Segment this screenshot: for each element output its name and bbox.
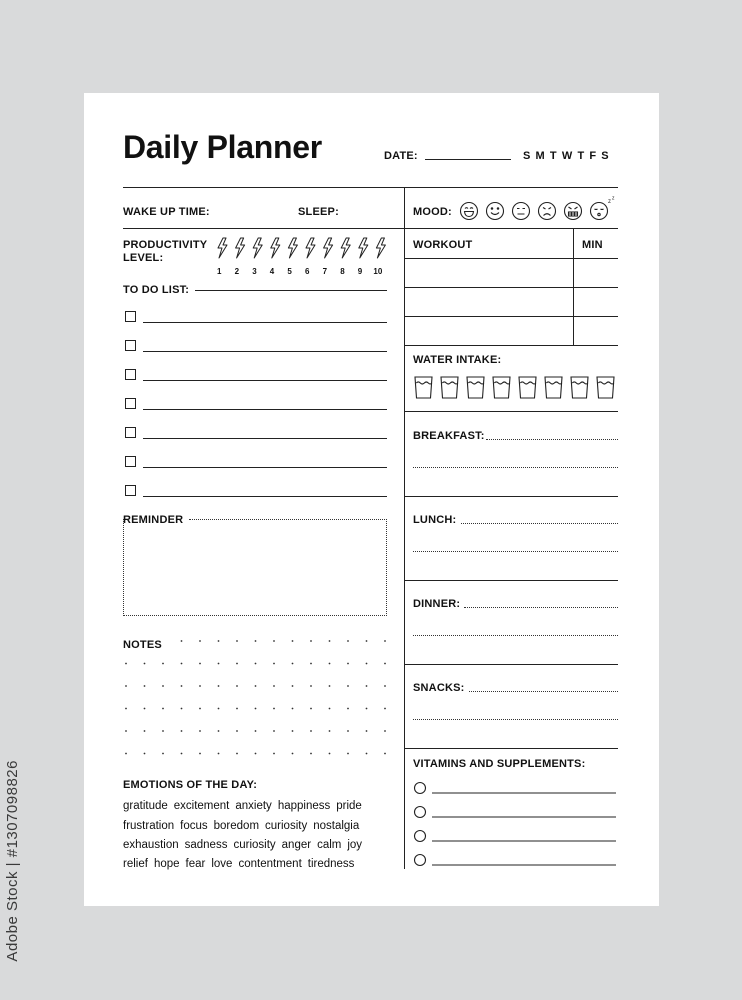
water-glass-icon[interactable] — [493, 377, 510, 398]
page-title: Daily Planner — [123, 129, 322, 165]
dinner-line[interactable] — [413, 635, 618, 636]
level-number: 8 — [340, 267, 345, 276]
meal-divider — [404, 580, 618, 581]
workout-min-label: MIN — [582, 239, 603, 251]
svg-text:z: z — [612, 196, 615, 202]
level-number: 7 — [322, 267, 328, 276]
emotion-word[interactable]: contentment — [238, 858, 302, 870]
emotion-word[interactable]: exhaustion — [123, 839, 179, 851]
day-thursday[interactable]: T — [577, 150, 585, 162]
day-wednesday[interactable]: W — [561, 150, 573, 162]
emotion-word[interactable]: relief — [123, 858, 148, 870]
emotions-row — [123, 858, 360, 870]
to-do-label-rule — [195, 290, 387, 291]
productivity-scale — [214, 267, 394, 277]
notes-label: NOTES — [123, 639, 162, 651]
dinner-label: DINNER: — [413, 598, 461, 610]
meal-divider — [404, 496, 618, 497]
vitamin-circle[interactable] — [415, 855, 426, 866]
mood-icons[interactable] — [458, 196, 618, 224]
water-glass-icon[interactable] — [415, 377, 432, 398]
sleep-label: SLEEP: — [298, 206, 339, 218]
productivity-label — [123, 239, 207, 265]
vitamin-circle[interactable] — [415, 783, 426, 794]
date-label: DATE: — [384, 150, 418, 162]
day-saturday[interactable]: S — [601, 150, 609, 162]
emotion-word[interactable]: pride — [336, 800, 362, 812]
bolt-icon-3[interactable] — [253, 238, 262, 258]
vitamin-circle[interactable] — [415, 831, 426, 842]
row-divider — [123, 228, 404, 229]
productivity-label-line1: PRODUCTIVITY — [123, 239, 208, 251]
water-glasses[interactable] — [414, 375, 624, 401]
planner-sheet — [84, 93, 659, 906]
todo-checkbox[interactable] — [125, 311, 136, 322]
stock-id-watermark: Adobe Stock | #1307098826 — [4, 760, 21, 962]
level-number: 4 — [269, 267, 275, 276]
todo-checkbox[interactable] — [125, 485, 136, 496]
emotion-word[interactable]: joy — [347, 839, 363, 851]
lunch-line[interactable] — [413, 551, 618, 552]
dinner-line[interactable] — [464, 607, 618, 608]
weekday-selector[interactable] — [523, 150, 614, 162]
wake-up-time-label: WAKE UP TIME: — [123, 206, 210, 218]
meal-divider — [404, 748, 618, 749]
day-friday[interactable]: F — [589, 150, 597, 162]
meal-divider — [404, 664, 618, 665]
emotion-word[interactable]: tiredness — [307, 858, 355, 870]
todo-checkbox[interactable] — [125, 456, 136, 467]
emotion-word[interactable]: happiness — [277, 800, 331, 812]
mood-label: MOOD: — [413, 206, 452, 218]
workout-row-line[interactable] — [404, 258, 618, 259]
frowning-face-icon[interactable] — [539, 203, 556, 220]
bolt-icon-10[interactable] — [376, 238, 385, 258]
mood-divider — [404, 228, 618, 229]
emotion-word[interactable]: curiosity — [233, 839, 276, 851]
water-divider — [404, 411, 618, 412]
bolt-icon-4[interactable] — [271, 238, 280, 258]
lunch-line[interactable] — [461, 523, 618, 524]
productivity-bolts[interactable] — [214, 237, 394, 259]
emotions-row — [123, 800, 368, 812]
water-glass-icon[interactable] — [545, 377, 562, 398]
svg-text:z: z — [608, 199, 611, 205]
reminder-label: REMINDER — [123, 514, 184, 526]
breakfast-line[interactable] — [486, 439, 618, 440]
emotion-word[interactable]: fear — [185, 858, 206, 870]
water-glass-icon[interactable] — [597, 377, 614, 398]
emotion-word[interactable]: focus — [180, 820, 208, 832]
column-divider — [404, 187, 405, 869]
emotions-row — [123, 820, 365, 832]
todo-line[interactable] — [143, 380, 387, 381]
bolt-icon-8[interactable] — [341, 238, 350, 258]
emotion-word[interactable]: anger — [281, 839, 312, 851]
level-number: 1 — [217, 267, 222, 276]
todo-line[interactable] — [143, 496, 387, 497]
workout-row-line[interactable] — [404, 287, 618, 288]
workout-row-line[interactable] — [404, 345, 618, 346]
snacks-label: SNACKS: — [413, 682, 465, 694]
level-number: 6 — [305, 267, 310, 276]
breakfast-label: BREAKFAST: — [413, 430, 485, 442]
emotion-word[interactable]: calm — [317, 839, 342, 851]
todo-checkbox[interactable] — [125, 340, 136, 351]
laughing-face-icon[interactable] — [461, 203, 478, 220]
reminder-box[interactable] — [123, 519, 387, 616]
day-monday[interactable]: M — [535, 150, 545, 162]
emotion-word[interactable]: sadness — [184, 839, 228, 851]
todo-checkbox[interactable] — [125, 398, 136, 409]
emotion-word[interactable]: frustration — [123, 820, 175, 832]
vitamin-circle[interactable] — [415, 807, 426, 818]
reminder-top-rule — [189, 519, 387, 520]
notes-dot-grid[interactable] — [123, 639, 393, 759]
workout-row-line[interactable] — [404, 316, 618, 317]
angry-face-icon[interactable] — [565, 203, 582, 220]
day-sunday[interactable]: S — [523, 150, 531, 162]
bolt-icon-1[interactable] — [218, 238, 227, 258]
emotion-word[interactable]: gratitude — [123, 800, 168, 812]
to-do-list-label: TO DO LIST: — [123, 284, 190, 296]
todo-line[interactable] — [143, 467, 387, 468]
vitamins-label: VITAMINS AND SUPPLEMENTS: — [413, 758, 586, 770]
level-number: 2 — [234, 267, 240, 276]
todo-checkbox[interactable] — [125, 427, 136, 438]
sleeping-face-icon[interactable] — [591, 196, 616, 220]
todo-line[interactable] — [143, 409, 387, 410]
header-divider — [123, 187, 618, 188]
emotions-label: EMOTIONS OF THE DAY: — [123, 779, 258, 791]
emotion-word[interactable]: excitement — [173, 800, 230, 812]
todo-checkbox[interactable] — [125, 369, 136, 380]
level-number: 3 — [252, 267, 257, 276]
level-number: 9 — [357, 267, 363, 276]
level-number: 10 — [373, 267, 383, 276]
water-glass-icon[interactable] — [441, 377, 458, 398]
smiling-face-icon[interactable] — [487, 203, 504, 220]
snacks-line[interactable] — [469, 691, 618, 692]
day-tuesday[interactable]: T — [549, 150, 557, 162]
neutral-face-icon[interactable] — [513, 203, 530, 220]
emotion-word[interactable]: nostalgia — [313, 820, 360, 832]
emotions-row — [123, 839, 368, 851]
bolt-icon-9[interactable] — [359, 238, 368, 258]
breakfast-line[interactable] — [413, 467, 618, 468]
todo-line[interactable] — [143, 322, 387, 323]
emotion-word[interactable]: hope — [153, 858, 180, 870]
emotion-word[interactable]: curiosity — [265, 820, 308, 832]
emotion-word[interactable]: anxiety — [235, 800, 272, 812]
todo-line[interactable] — [143, 438, 387, 439]
level-number: 5 — [287, 267, 292, 276]
bolt-icon-6[interactable] — [306, 238, 315, 258]
date-field[interactable] — [425, 159, 511, 160]
todo-line[interactable] — [143, 351, 387, 352]
lunch-label: LUNCH: — [413, 514, 457, 526]
productivity-label-line2: LEVEL: — [123, 252, 164, 264]
bolt-icon-2[interactable] — [236, 238, 245, 258]
emotion-word[interactable]: boredom — [213, 820, 260, 832]
emotion-word[interactable]: love — [211, 858, 233, 870]
bolt-icon-7[interactable] — [324, 238, 333, 258]
snacks-line[interactable] — [413, 719, 618, 720]
vitamins-list[interactable] — [412, 780, 622, 870]
water-glass-icon[interactable] — [571, 377, 588, 398]
workout-label: WORKOUT — [413, 239, 473, 251]
water-glass-icon[interactable] — [519, 377, 536, 398]
water-intake-label: WATER INTAKE: — [413, 354, 502, 366]
water-glass-icon[interactable] — [467, 377, 484, 398]
bolt-icon-5[interactable] — [288, 238, 297, 258]
